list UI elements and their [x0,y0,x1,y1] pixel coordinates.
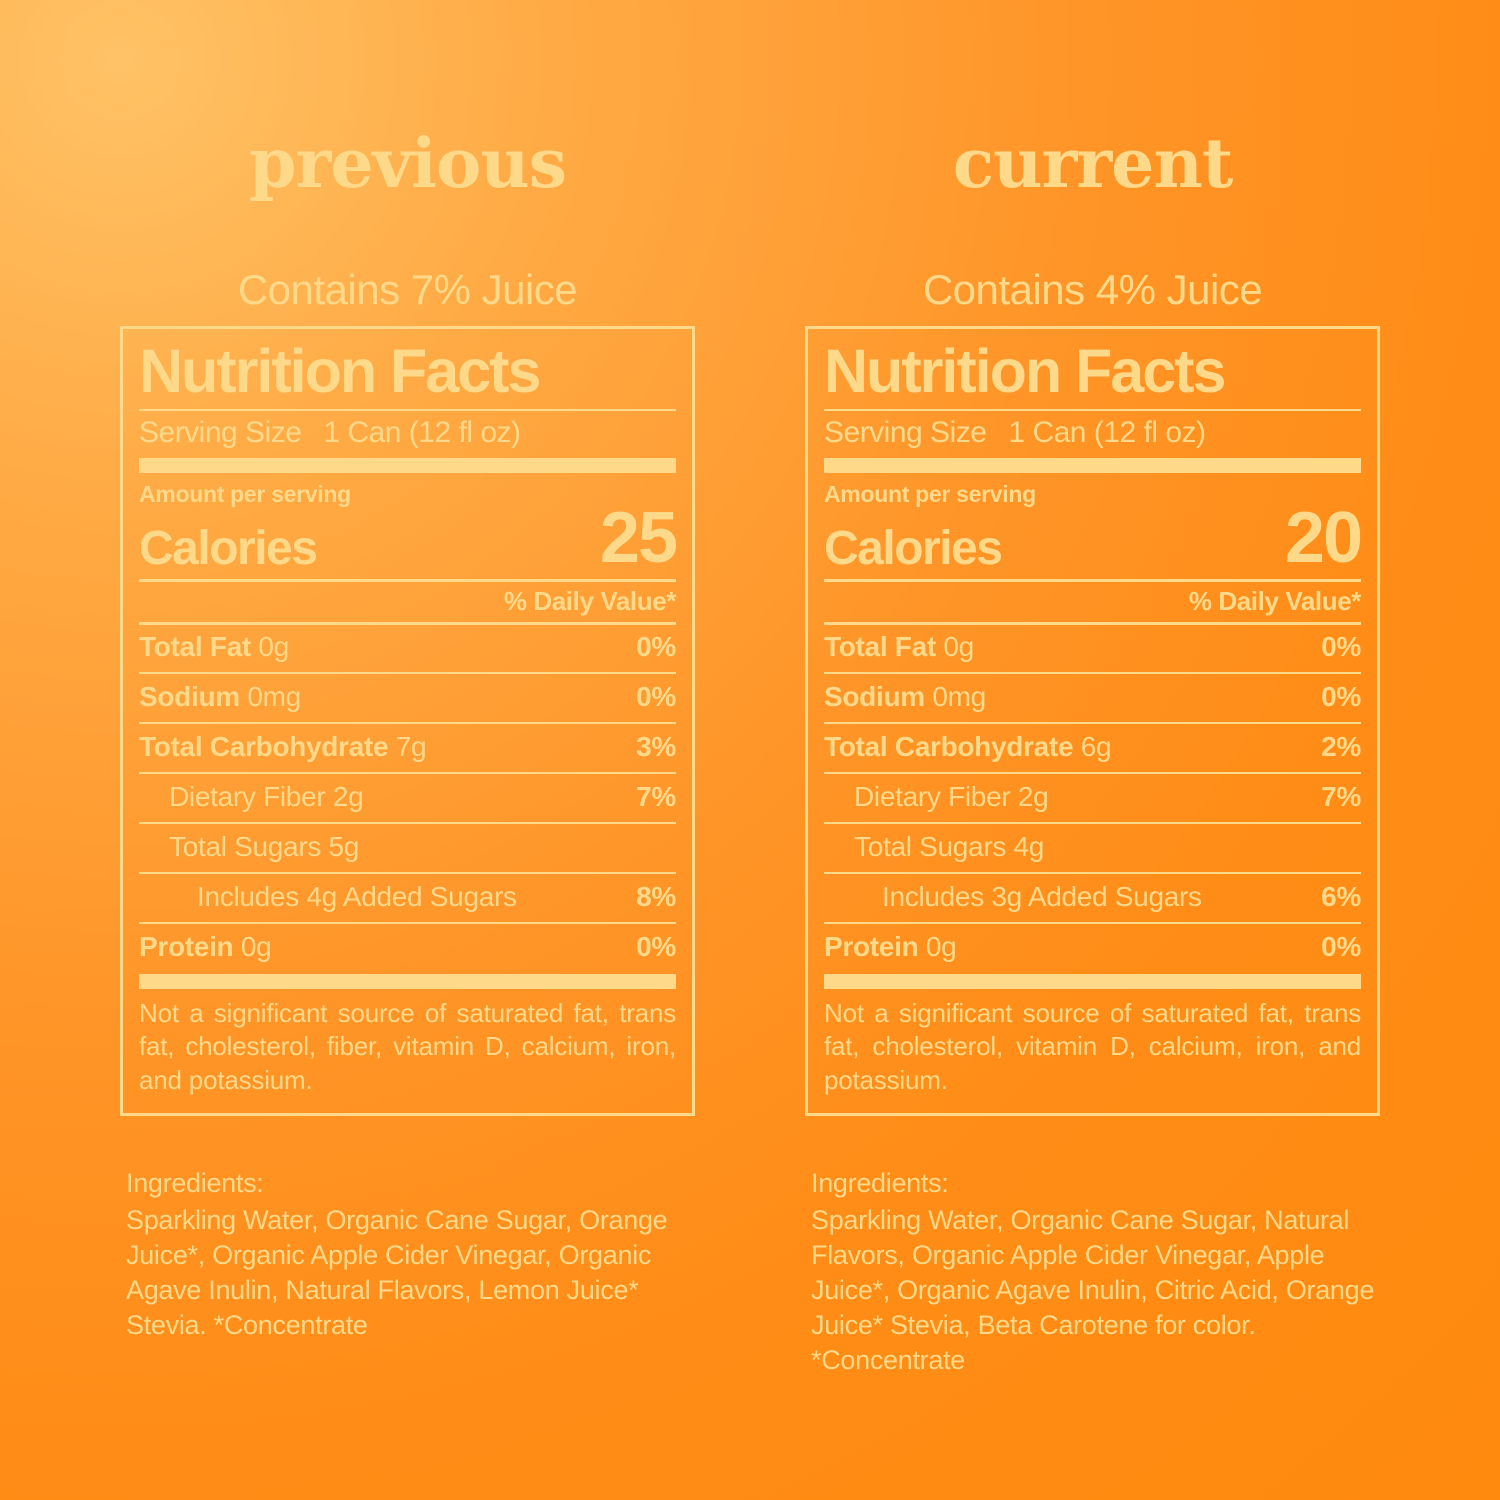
calories-row [139,498,676,579]
amount-per-serving-label: Amount per serving [139,481,351,508]
nutrition-footnote: Not a significant source of saturated fat, trans fat, cholesterol, fiber, vitamin D, calcium, iron, and potassium. [139,998,676,1095]
nutrient-daily-value: 0% [636,931,676,963]
ingredients-text: Sparkling Water, Organic Cane Sugar, Orange Juice*, Organic Apple Cider Vinegar, Organic Agave Inulin, Natural Flavors, Lemon Juice* Stevia. *Concentrate [126,1204,668,1341]
nutrient-daily-value: 0% [1321,681,1361,713]
nutrient-name: Dietary Fiber 2g [169,781,364,813]
column-current [805,0,1380,1500]
nutrient-row [824,779,1361,816]
divider [824,409,1361,411]
ingredients-block-previous [120,1166,695,1343]
nutrient-daily-value: 0% [1321,931,1361,963]
nutrient-name [139,931,271,963]
nutrient-name [824,931,956,963]
divider [824,579,1361,582]
nutrient-name [824,631,974,663]
nutrient-amount: 0g [240,931,272,963]
nutrient-daily-value: 7% [1321,781,1361,813]
nutrient-row [139,929,676,966]
nutrient-daily-value: 8% [636,881,676,913]
serving-size-label: Serving Size [139,416,302,450]
divider [824,672,1361,674]
nutrient-name-bold: Protein [139,931,234,963]
thick-divider [824,458,1361,473]
calories-label: Calories [139,521,317,575]
nutrient-name-bold: Sodium [824,681,925,713]
nutrient-name [139,631,289,663]
nutrient-amount: 7g [395,731,427,763]
divider [824,872,1361,874]
nutrient-name: Total Sugars 5g [169,831,360,863]
nutrient-row [139,879,676,916]
ingredients-text: Sparkling Water, Organic Cane Sugar, Natural Flavors, Organic Apple Cider Vinegar, Apple Juice*, Organic Agave Inulin, Citric Acid, Orange Juice* Stevia, Beta Carotene for color. *Concentrate [811,1204,1375,1376]
nutrient-row [824,929,1361,966]
divider [139,579,676,582]
divider [139,672,676,674]
nutrient-daily-value: 0% [1321,631,1361,663]
divider [824,722,1361,724]
divider [824,772,1361,774]
calories-row [824,498,1361,579]
nutrient-row [824,879,1361,916]
serving-size-row [824,416,1361,450]
nutrient-amount: 0g [925,931,957,963]
juice-content-current: Contains 4% Juice [922,266,1263,313]
nutrient-daily-value: 7% [636,781,676,813]
nutrient-name-bold: Total Fat [824,631,936,663]
serving-size-row [139,416,676,450]
ingredients-block-current [805,1166,1380,1379]
serving-size-label: Serving Size [824,416,987,450]
nutrient-row [824,729,1361,766]
nutrient-row [139,779,676,816]
column-title-current: current [952,124,1233,204]
nutrient-name-bold: Sodium [139,681,240,713]
nutrition-facts-title: Nutrition Facts [824,337,1225,405]
nutrient-daily-value: 0% [636,681,676,713]
nutrient-daily-value: 0% [636,631,676,663]
divider [139,822,676,824]
nutrient-name [139,731,426,763]
nutrient-name-bold: Total Carbohydrate [824,731,1074,763]
nutrient-daily-value: 3% [636,731,676,763]
nutrient-name [139,681,301,713]
divider [139,772,676,774]
divider [139,872,676,874]
serving-size-value: 1 Can (12 fl oz) [1008,416,1206,450]
nutrient-amount: 6g [1080,731,1112,763]
nutrient-name-bold: Protein [824,931,919,963]
nutrient-amount: 0g [258,631,289,663]
divider [139,922,676,924]
nutrient-name [824,731,1111,763]
ingredients-label: Ingredients: [126,1167,264,1198]
nutrient-name [824,681,986,713]
nutrient-row [824,629,1361,666]
nutrition-facts-title: Nutrition Facts [139,337,540,405]
divider [139,622,676,625]
nutrient-row [824,679,1361,716]
thick-divider [139,458,676,473]
amount-per-serving-label: Amount per serving [824,481,1036,508]
divider [139,722,676,724]
daily-value-header: % Daily Value* [1188,586,1361,617]
daily-value-header: % Daily Value* [503,586,676,617]
nutrient-row [139,679,676,716]
nutrition-footnote: Not a significant source of saturated fat, trans fat, cholesterol, vitamin D, calcium, iron, and potassium. [824,998,1361,1095]
thick-divider [139,974,676,989]
calories-label: Calories [824,521,1002,575]
nutrient-row [139,729,676,766]
nutrient-daily-value: 6% [1321,881,1361,913]
nutrient-amount: 0mg [247,681,301,713]
nutrient-row [824,829,1361,866]
nutrient-name-bold: Total Fat [139,631,251,663]
nutrient-row [139,629,676,666]
juice-content-previous: Contains 7% Juice [237,266,578,313]
nutrient-amount: 0mg [932,681,986,713]
thick-divider [824,974,1361,989]
nutrition-facts-panel-previous [120,326,695,1116]
divider [824,622,1361,625]
nutrient-name: Includes 4g Added Sugars [197,881,517,913]
nutrient-amount: 0g [943,631,974,663]
divider [824,822,1361,824]
nutrient-daily-value: 2% [1321,731,1361,763]
nutrient-name: Dietary Fiber 2g [854,781,1049,813]
nutrient-name: Includes 3g Added Sugars [882,881,1202,913]
calories-value: 20 [1284,498,1361,579]
divider [824,922,1361,924]
nutrient-row [139,829,676,866]
nutrient-name: Total Sugars 4g [854,831,1045,863]
divider [139,409,676,411]
nutrition-facts-panel-current [805,326,1380,1116]
column-title-previous: previous [248,124,567,204]
nutrient-name-bold: Total Carbohydrate [139,731,389,763]
serving-size-value: 1 Can (12 fl oz) [323,416,521,450]
calories-value: 25 [599,498,676,579]
column-previous [120,0,695,1500]
ingredients-label: Ingredients: [811,1167,949,1198]
